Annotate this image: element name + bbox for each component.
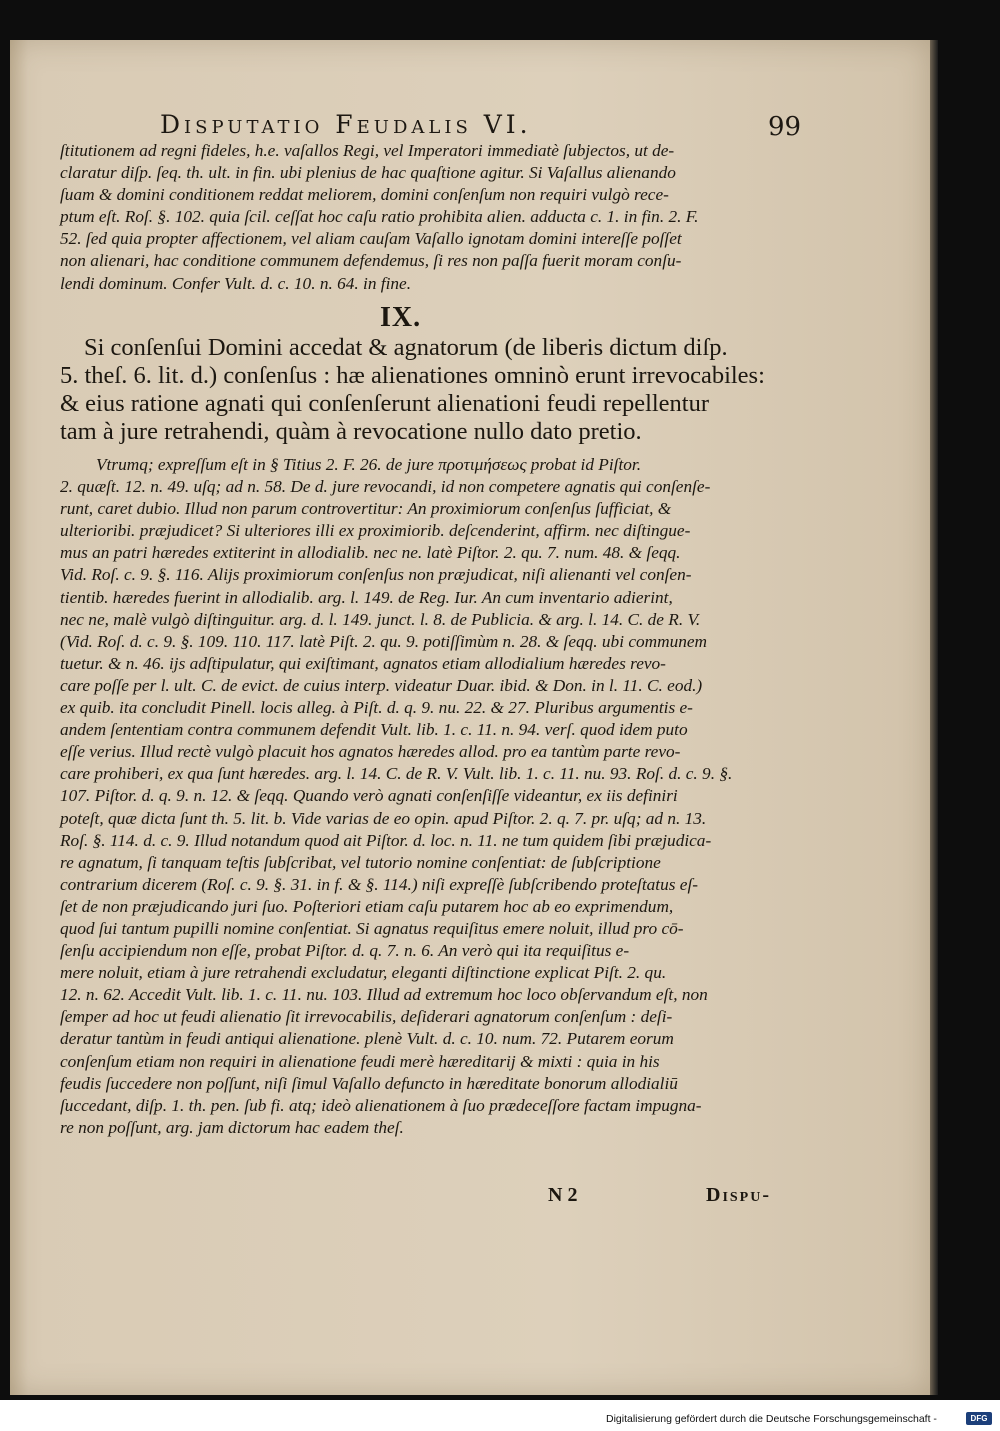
text-line: 107. Piſtor. d. q. 9. n. 12. & ſeqq. Quando verò agnati conſenſiſſe videantur, ex iis definiri <box>60 786 678 806</box>
section-number: IX. <box>380 302 422 333</box>
text-line: 52. ſed quia propter affectionem, vel aliam cauſam Vaſallo ignotam domini intereſſe poſſet <box>60 229 682 249</box>
text-line: care prohiberi, ex qua ſunt hæredes. arg. l. 14. C. de R. V. Vult. lib. 1. c. 11. nu. 93. Roſ. d. c. 9. §. <box>60 764 733 784</box>
text-line: tientib. hæredes fuerint in allodialib. arg. l. 149. de Reg. Iur. An cum inventario adierint, <box>60 587 673 607</box>
text-line: contrarium dicerem (Roſ. c. 9. §. 31. in f. & §. 114.) niſi expreſſè ſubſcribendo proteſtatus eſ- <box>60 874 699 894</box>
dfg-logo-icon: DFG <box>966 1412 992 1425</box>
text-line: care poſſe per l. ult. C. de evict. de cuius interp. videatur Duar. ibid. & Don. in l. 11. C. eod.) <box>60 675 703 695</box>
page-number: 99 <box>768 112 802 142</box>
thesis-text <box>60 334 795 446</box>
text-line: feudis ſuccedere non poſſunt, niſi ſimul Vaſallo defuncto in hæreditate bonorum allodialiū <box>60 1073 678 1093</box>
text-line: tuetur. & n. 46. ijs adſtipulatur, qui exiſtimant, agnatos etiam allodialium hæredes revo- <box>60 653 666 673</box>
text-line: ptum eſt. Roſ. §. 102. quia ſcil. ceſſat hoc caſu ratio prohibita alien. adducta c. 1. in fin. 2. F. <box>60 207 699 227</box>
commentary-text <box>60 454 795 1139</box>
text-line: re non poſſunt, arg. jam dictorum hac eadem theſ. <box>60 1117 404 1137</box>
signature-mark: N 2 <box>548 1184 578 1206</box>
text-line: Vid. Roſ. c. 9. §. 116. Alijs proximiorum conſenſus non præjudicat, niſi alienanti vel conſen- <box>60 565 692 585</box>
running-title: Disputatio Feudalis VI. <box>160 110 532 139</box>
text-line: ulterioribi. præjudicet? Si ulteriores illi ex proximiorib. deſcenderint, affirm. nec diſtingue- <box>60 521 691 541</box>
text-line: Vtrumq; expreſſum eſt in § Titius 2. F. 26. de jure προτιμήσεως probat id Piſtor. <box>96 455 642 474</box>
text-line: re agnatum, ſi tanquam teſtis ſubſcribat, vel tutorio nomine conſentiat: de ſubſcriptione <box>60 852 661 872</box>
text-line: Roſ. §. 114. d. c. 9. Illud notandum quod ait Piſtor. d. loc. n. 11. ne tum quidem ſibi præjudica- <box>60 830 712 850</box>
text-line: runt, caret dubio. Illud non parum controvertitur: An proximiorum conſenſus ſufficiat, & <box>60 499 672 519</box>
text-line: claratur diſp. ſeq. th. ult. in fin. ubi plenius de hac quaſtione agitur. Si Vaſallus alienando <box>60 163 676 183</box>
text-line: ſet de non præjudicando juri ſuo. Poſteriori etiam caſu putarem hoc ab eo exprimendum, <box>60 896 674 916</box>
catchword: Dispu- <box>706 1184 771 1206</box>
text-line: ſtitutionem ad regni fideles, h.e. vaſallos Regi, vel Imperatori immediatè ſubjectos, ut de- <box>60 141 675 160</box>
text-line: deratur tantùm in feudi antiqui alienatione. plenè Vult. d. c. 10. num. 72. Putarem eorum <box>60 1029 674 1049</box>
text-line: quod ſui tantum pupilli nomine conſentiat. Si agnatus requiſitus emere noluit, illud pro cō- <box>60 918 684 938</box>
text-line: andem ſententiam contra communem defendit Vult. lib. 1. c. 11. n. 94. verſ. quod idem puto <box>60 720 688 740</box>
text-line: conſenſum etiam non requiri in alienatione feudi merè hæreditarij & mixti : quia in his <box>60 1051 660 1071</box>
text-line: nec ne, malè vulgò diſtinguitur. arg. d. l. 149. junct. l. 8. de Publicia. & arg. l. 14. C. de R. V. <box>60 609 701 629</box>
text-line: ſuam & domini conditionem reddat meliorem, domini conſenſum non requiri vulgò rece- <box>60 185 669 205</box>
thesis-line: Si conſenſui Domini accedat & agnatorum (de liberis dictum diſp. <box>84 334 728 361</box>
text-line: poteſt, quæ dicta ſunt th. 5. lit. b. Vide varias de eo opin. apud Piſtor. 2. q. 7. pr. uſq; ad n. 13. <box>60 808 707 828</box>
page-edge <box>930 40 938 1395</box>
text-line: ſuccedant, diſp. 1. th. pen. ſub fi. atq; ideò alienationem à ſuo prædeceſſore factam impugna- <box>60 1095 702 1115</box>
text-line: lendi dominum. Confer Vult. d. c. 10. n. 64. in fine. <box>60 273 412 293</box>
text-line: 2. quæſt. 12. n. 49. uſq; ad n. 58. De d. jure revocandi, id non competere agnatis qui conſenſe- <box>60 477 711 497</box>
text-line: mus an patri hæredes extiterint in allodialib. nec ne. latè Piſtor. 2. qu. 7. num. 48. & ſeqq. <box>60 543 681 563</box>
funding-credit: Digitalisierung gefördert durch die Deutsche Forschungsgemeinschaft - <box>606 1413 937 1425</box>
text-line: mere noluit, etiam à jure retrahendi excludatur, eleganti diſtinctione explicat Piſt. 2. qu. <box>60 963 667 983</box>
text-line: ex quib. ita concludit Pinell. locis alleg. à Piſt. d. q. 9. nu. 22. & 27. Pluribus argumentis e- <box>60 698 693 718</box>
thesis-line: 5. theſ. 6. lit. d.) conſenſus : hæ alienationes omninò erunt irrevocabiles: <box>60 362 765 389</box>
text-line: ſemper ad hoc ut feudi alienatio ſit irrevocabilis, deſiderari agnatorum conſenſum : deſi- <box>60 1007 673 1027</box>
paragraph-top <box>60 140 795 295</box>
text-line: eſſe verius. Illud rectè vulgò placuit hos agnatos hæredes allod. pro ea tantùm parte revo- <box>60 742 681 762</box>
text-line: 12. n. 62. Accedit Vult. lib. 1. c. 11. nu. 103. Illud ad extremum hoc loco obſervandum eſt, non <box>60 985 708 1005</box>
thesis-line: tam à jure retrahendi, quàm à revocatione nullo dato pretio. <box>60 418 642 445</box>
text-line: (Vid. Roſ. d. c. 9. §. 109. 110. 117. latè Piſt. 2. qu. 9. potiſſimùm n. 28. & ſeqq. ubi communem <box>60 631 708 651</box>
thesis-line: & eius ratione agnati qui conſenſerunt alienationi feudi repellentur <box>60 390 710 417</box>
text-line: non alienari, hac conditione communem defendemus, ſi res non paſſa fuerit moram conſu- <box>60 251 682 271</box>
text-line: ſenſu accipiendum non eſſe, probat Piſtor. d. q. 7. n. 6. An verò qui ita requiſitus e- <box>60 941 630 961</box>
